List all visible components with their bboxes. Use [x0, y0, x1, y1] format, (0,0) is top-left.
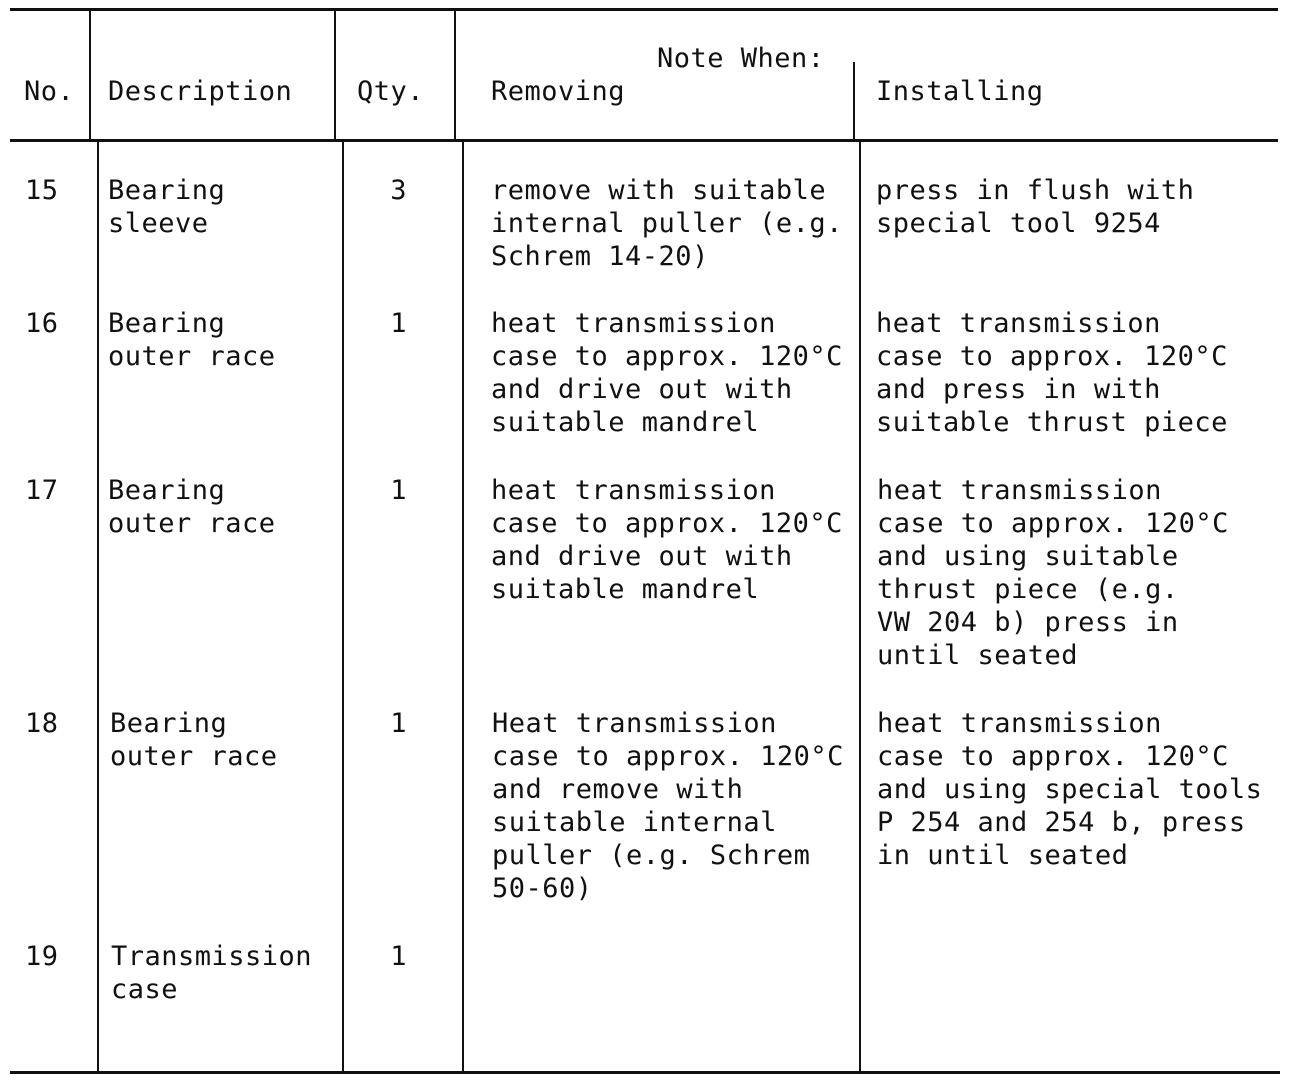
row-description: Transmission case [111, 941, 313, 1005]
column-divider-description [342, 139, 344, 1073]
column-divider-no [89, 8, 91, 139]
row-no: 15 [25, 175, 59, 206]
row-qty: 1 [390, 308, 407, 339]
row-qty: 1 [390, 941, 407, 972]
row-no: 16 [25, 308, 59, 339]
row-description: Bearing outer race [110, 708, 278, 772]
row-removing-note: Heat transmission case to approx. 120°C and remove with suitable internal puller (e.g. Schrem 50-60) [492, 708, 844, 904]
table-bottom-rule [10, 1071, 1280, 1074]
column-divider-no [97, 139, 99, 1073]
row-description: Bearing sleeve [108, 175, 226, 239]
header-removing: Removing [491, 76, 626, 107]
row-removing-note: heat transmission case to approx. 120°C and drive out with suitable mandrel [491, 475, 843, 605]
row-description: Bearing outer race [108, 308, 276, 372]
column-divider-qty [462, 139, 464, 1073]
row-installing-note: heat transmission case to approx. 120°C and using special tools P 254 and 254 b, press in until seated [877, 708, 1263, 871]
row-qty: 3 [390, 175, 407, 206]
header-description: Description [108, 76, 293, 107]
header-qty: Qty. [357, 76, 425, 107]
row-qty: 1 [390, 475, 407, 506]
row-installing-note: heat transmission case to approx. 120°C and press in with suitable thrust piece [876, 308, 1228, 438]
row-qty: 1 [390, 708, 407, 739]
header-no: No. [24, 76, 75, 107]
row-description: Bearing outer race [108, 475, 276, 539]
header-installing: Installing [876, 76, 1044, 107]
row-no: 19 [25, 941, 59, 972]
header-bottom-rule [10, 139, 1278, 142]
row-no: 18 [25, 708, 59, 739]
column-divider-removing [853, 62, 855, 139]
table-top-rule [10, 8, 1278, 11]
row-installing-note: heat transmission case to approx. 120°C and using suitable thrust piece (e.g. VW 204 b) press in until seated [877, 475, 1229, 671]
row-removing-note: remove with suitable internal puller (e.g. Schrem 14-20) [491, 175, 843, 272]
column-divider-description [334, 8, 336, 139]
header-note-when: Note When: [657, 43, 825, 74]
row-removing-note: heat transmission case to approx. 120°C and drive out with suitable mandrel [491, 308, 843, 438]
row-no: 17 [25, 475, 59, 506]
column-divider-removing [859, 139, 861, 1073]
row-installing-note: press in flush with special tool 9254 [876, 175, 1195, 239]
column-divider-qty [454, 8, 456, 139]
